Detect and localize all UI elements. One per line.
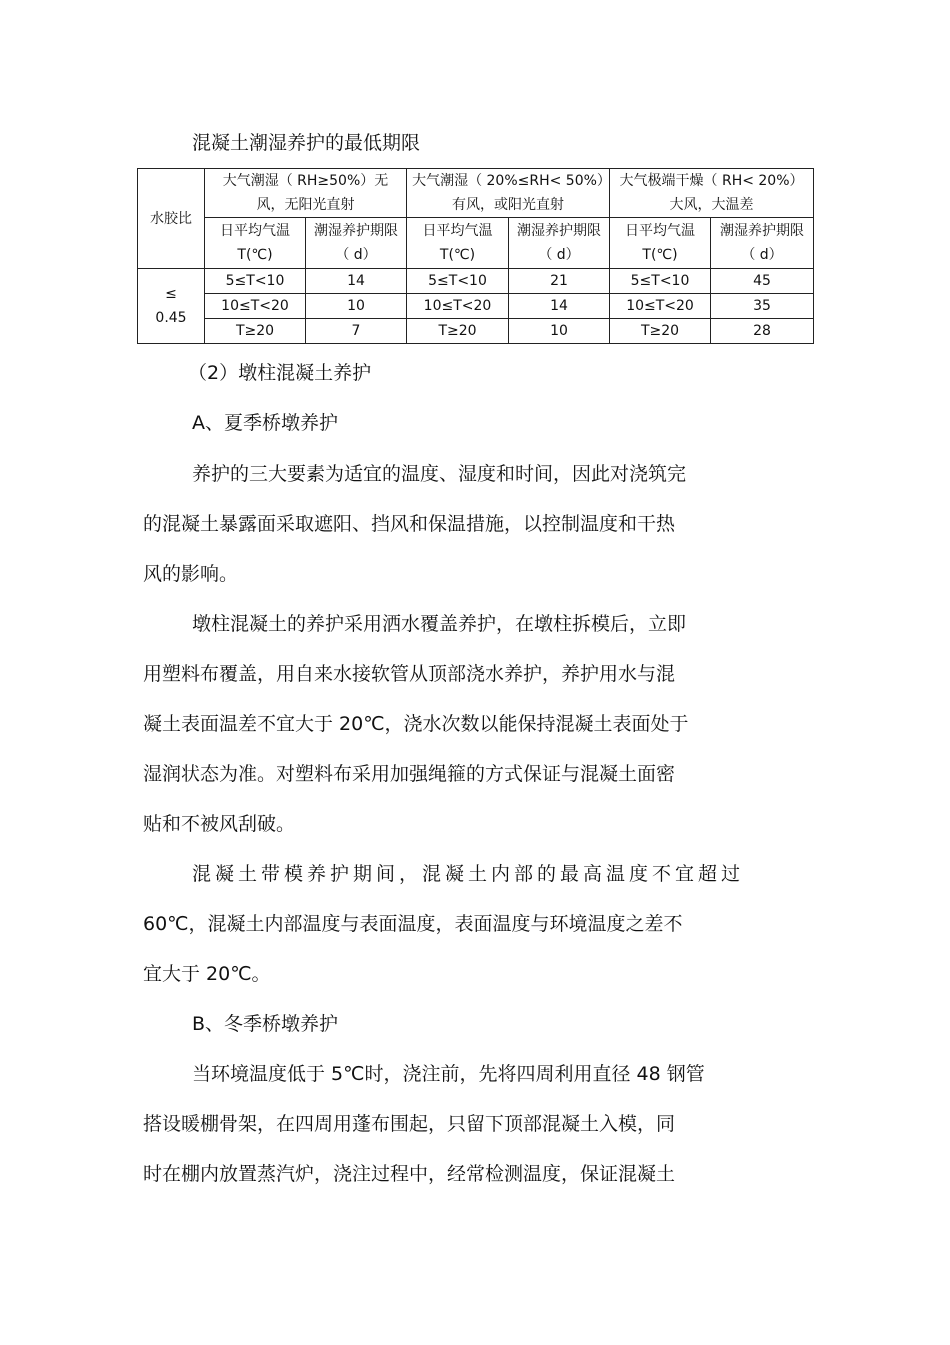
ratio-header: 水胶比 [138, 169, 205, 269]
table-cell: 5≤T<10 [407, 269, 509, 294]
paragraph-line: 凝土表面温差不宜大于 20℃，浇水次数以能保持混凝土表面处于 [143, 713, 689, 735]
condition-header-2: 大气潮湿（ 20%≤RH< 50%）有风，或阳光直射 [407, 169, 610, 218]
paragraph-line: 时在棚内放置蒸汽炉，浇注过程中，经常检测温度，保证混凝土 [143, 1163, 676, 1185]
table-cell: 10≤T<20 [610, 294, 711, 319]
paragraph-line: 的混凝土暴露面采取遮阳、挡风和保温措施，以控制温度和干热 [143, 513, 676, 535]
table-row [138, 319, 814, 344]
period-header-2: 潮湿养护期限（ d） [509, 218, 610, 269]
paragraph-line: 风的影响。 [143, 563, 239, 585]
table-cell: T≥20 [610, 319, 711, 344]
paragraph-line: 搭设暖棚骨架，在四周用蓬布围起，只留下顶部混凝土入模，同 [143, 1113, 676, 1135]
table-row [138, 294, 814, 319]
table-cell: 45 [711, 269, 814, 294]
table-cell: 10 [509, 319, 610, 344]
paragraph-line: 墩柱混凝土的养护采用洒水覆盖养护，在墩柱拆模后，立即 [192, 613, 687, 635]
paragraph-line: 60℃，混凝土内部温度与表面温度，表面温度与环境温度之差不 [143, 913, 683, 935]
condition-header-1: 大气潮湿（ RH≥50%）无风，无阳光直射 [205, 169, 407, 218]
temp-header-3: 日平均气温 T(℃) [610, 218, 711, 269]
paragraph-line: 贴和不被风刮破。 [143, 813, 296, 835]
table-cell: T≥20 [205, 319, 306, 344]
table-cell: 5≤T<10 [610, 269, 711, 294]
subsection-heading-a: A、夏季桥墩养护 [192, 412, 338, 434]
table-cell: 10≤T<20 [407, 294, 509, 319]
paragraph-line: 混凝土带模养护期间，混凝土内部的最高温度不宜超过 [192, 863, 745, 885]
paragraph-line: 宜大于 20℃。 [143, 963, 271, 985]
period-header-3: 潮湿养护期限（ d） [711, 218, 814, 269]
subsection-heading-b: B、冬季桥墩养护 [192, 1013, 339, 1035]
paragraph-line: 用塑料布覆盖，用自来水接软管从顶部浇水养护，养护用水与混 [143, 663, 676, 685]
condition-header-3: 大气极端干燥（ RH< 20%）大风，大温差 [610, 169, 814, 218]
temp-header-1: 日平均气温 T(℃) [205, 218, 306, 269]
ratio-value: ≤ 0.45 [138, 269, 205, 344]
table-cell: T≥20 [407, 319, 509, 344]
period-header-1: 潮湿养护期限（ d） [306, 218, 407, 269]
paragraph-line: 养护的三大要素为适宜的温度、湿度和时间，因此对浇筑完 [192, 463, 687, 485]
table-cell: 14 [509, 294, 610, 319]
section-heading: （2）墩柱混凝土养护 [188, 362, 372, 384]
table-cell: 7 [306, 319, 407, 344]
temp-header-2: 日平均气温 T(℃) [407, 218, 509, 269]
table-cell: 35 [711, 294, 814, 319]
paragraph-line: 湿润状态为准。对塑料布采用加强绳箍的方式保证与混凝土面密 [143, 763, 676, 785]
table-cell: 10 [306, 294, 407, 319]
table-cell: 10≤T<20 [205, 294, 306, 319]
table-row [138, 269, 814, 294]
table-cell: 28 [711, 319, 814, 344]
table-cell: 5≤T<10 [205, 269, 306, 294]
curing-period-table [137, 168, 814, 344]
table-cell: 21 [509, 269, 610, 294]
paragraph-line: 当环境温度低于 5℃时，浇注前，先将四周利用直径 48 钢管 [192, 1063, 705, 1085]
table-cell: 14 [306, 269, 407, 294]
table-caption: 混凝土潮湿养护的最低期限 [192, 132, 421, 154]
